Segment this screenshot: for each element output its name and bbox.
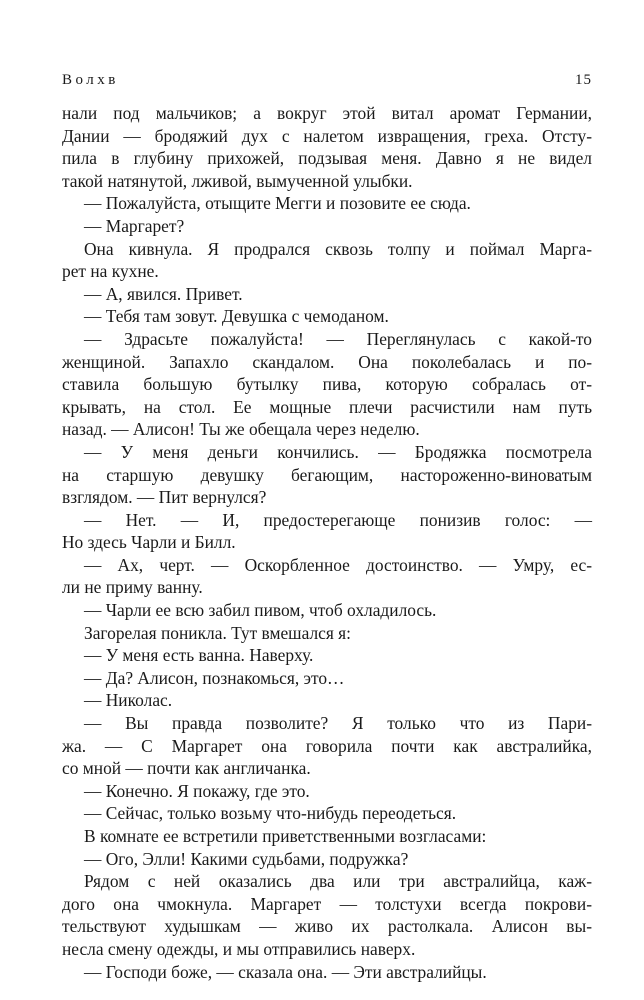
text-line: назад. — Алисон! Ты же обещала через неделю. <box>62 419 420 440</box>
text-line: крывать, на стол. Ее мощные плечи расчистили нам путь <box>62 396 592 417</box>
text-line: пила в глубину прихожей, подзывая меня. Давно я не видел <box>62 148 592 169</box>
text-line: взглядом. — Пит вернулся? <box>62 487 267 508</box>
text-line: ли не приму ванну. <box>62 577 203 598</box>
text-line: Дании — бродяжий дух с налетом извращения, греха. Отсту- <box>62 125 592 146</box>
text-line: — Сейчас, только возьму что-нибудь переодеться. <box>84 803 457 824</box>
text-line: — Вы правда позволите? Я только что из Пари- <box>84 713 592 734</box>
text-line: — Маргарет? <box>84 215 185 236</box>
text-line: — А, явился. Привет. <box>84 283 243 304</box>
text-line: В комнате ее встретили приветственными возгласами: <box>84 826 487 846</box>
text-line: — Николас. <box>84 690 173 711</box>
text-line: такой натянутой, лживой, вымученной улыбки. <box>62 170 413 191</box>
text-line: — Пожалуйста, отыщите Мегги и позовите ее сюда. <box>84 193 471 214</box>
text-line: — Ах, черт. — Оскорбленное достоинство. — Умру, ес- <box>84 554 592 575</box>
page-number: 15 <box>575 72 592 88</box>
text-line: ставила большую бутылку пива, которую собралась от- <box>62 374 592 395</box>
text-line: дого она чмокнула. Маргарет — толстухи всегда покрови- <box>62 893 592 914</box>
text-line: — Тебя там зовут. Девушка с чемоданом. <box>84 306 389 327</box>
text-line: Но здесь Чарли и Билл. <box>62 532 236 553</box>
text-line: жа. — С Маргарет она говорила почти как австралийка, <box>62 735 592 756</box>
text-line: — Здрасьте пожалуйста! — Переглянулась с какой-то <box>84 328 592 349</box>
text-line: Она кивнула. Я продрался сквозь толпу и поймал Марга- <box>84 238 592 259</box>
book-page <box>62 0 592 1000</box>
text-line: — Нет. — И, предостерегающе понизив голос: — <box>84 509 592 530</box>
text-line: — Конечно. Я покажу, где это. <box>84 780 310 801</box>
body-text <box>62 102 592 983</box>
text-line: Рядом с ней оказались два или три австралийца, каж- <box>84 871 592 892</box>
text-line: — У меня деньги кончились. — Бродяжка посмотрела <box>84 441 592 462</box>
text-line: — Чарли ее всю забил пивом, чтоб охладилось. <box>84 600 437 621</box>
text-line: нали под мальчиков; а вокруг этой витал аромат Германии, <box>62 103 592 123</box>
running-head: Волхв <box>62 72 119 88</box>
text-line: — У меня есть ванна. Наверху. <box>84 645 314 666</box>
text-line: рет на кухне. <box>62 261 159 282</box>
text-line: на старшую девушку бегающим, настороженно-виноватым <box>62 464 592 485</box>
text-line: Загорелая поникла. Тут вмешался я: <box>84 622 352 643</box>
text-line: несла смену одежды, и мы отправились наверх. <box>62 938 416 959</box>
page-header <box>62 72 592 96</box>
text-line: тельствуют худышкам — живо их растолкала. Алисон вы- <box>62 916 592 937</box>
text-line: со мной — почти как англичанка. <box>62 758 311 779</box>
text-line: — Да? Алисон, познакомься, это… <box>84 667 345 688</box>
text-line: женщиной. Запахло скандалом. Она поколебалась и по- <box>62 351 592 372</box>
text-line: — Ого, Элли! Какими судьбами, подружка? <box>84 848 409 869</box>
text-line: — Господи боже, — сказала она. — Эти австралийцы. <box>84 961 487 982</box>
